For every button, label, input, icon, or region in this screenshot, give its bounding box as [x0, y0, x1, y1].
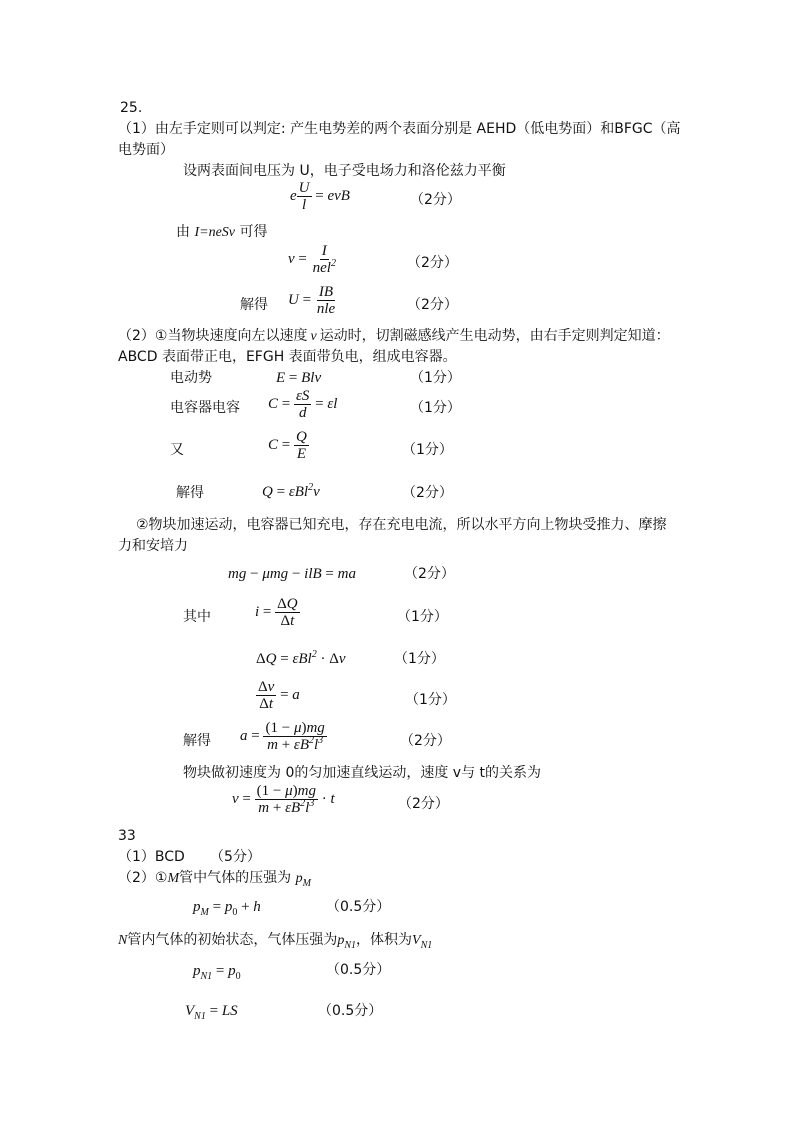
- obtain-label: 可得: [239, 224, 268, 240]
- tube-M-symbol: M: [167, 871, 180, 886]
- also-label: 又: [170, 442, 184, 458]
- question-25-label: 25.: [120, 100, 143, 116]
- eq-charge: Q = εBl$^2$v: [262, 482, 320, 500]
- part2-text: 管中气体的压强为: [179, 870, 292, 886]
- score: （2分）: [402, 485, 453, 501]
- eq-capacitance: C = $\frac{\varepsilon S}{d}$ = εl: [268, 388, 338, 421]
- solve-label: 解得: [240, 297, 268, 313]
- eq-current: i = $\frac{\Delta Q}{\Delta t}$: [255, 596, 298, 629]
- solve-label: 解得: [176, 485, 204, 501]
- eq-newton: mg − μmg − ilB = ma: [228, 566, 356, 582]
- score: （2分）: [404, 566, 455, 582]
- q25-part3-line2: 力和安培力: [118, 538, 188, 554]
- emf-label: 电动势: [170, 370, 212, 386]
- volume-subscript: N1: [420, 939, 433, 951]
- part2-text-b: 运动时，切割磁感线产生电动势，由右手定则判定知道：: [319, 328, 670, 344]
- eq-capacitance-def: C = $\frac{Q}{E}$: [268, 429, 307, 462]
- pressure-N1-symbol: [337, 933, 357, 951]
- q25-part2-line2: ABCD 表面带正电，EFGH 表面带负电，组成电容器。: [118, 349, 457, 365]
- score: （1分）: [410, 370, 461, 386]
- eq-pressure-N1: $p_{N1} = p_0$: [193, 963, 241, 982]
- score: （2分）: [407, 255, 458, 271]
- q25-assume-line: 设两表面间电压为 U，电子受电场力和洛伦兹力平衡: [183, 163, 506, 179]
- N-text-b: ，体积为: [356, 932, 413, 948]
- velocity-symbol: v: [310, 329, 317, 344]
- eq-pressure-M: $p_M = p_0 + h$: [193, 899, 261, 918]
- q33-N-line: [118, 930, 432, 951]
- volume-N1-symbol: [412, 933, 433, 951]
- question-33-label: 33: [118, 828, 136, 844]
- score: （1分）: [394, 651, 445, 667]
- score: （5分）: [210, 849, 261, 865]
- tube-N-symbol: N: [118, 933, 128, 948]
- pressure-subscript: M: [302, 877, 311, 889]
- eq-acceleration: a = $\frac{(1 - \mu)mg}{m + \varepsilon B^2l^3}$: [240, 720, 325, 753]
- volume-letter: V: [412, 933, 421, 948]
- pressure-subscript: N1: [344, 939, 357, 951]
- pressure-letter: p: [337, 933, 345, 948]
- eq-velocity-time: v = $\frac{(1 - \mu)mg}{m + \varepsilon B^2l^3}$ · t: [232, 783, 335, 816]
- eq-acceleration-def: $\frac{\Delta v}{\Delta t}$ = a: [258, 679, 300, 712]
- where-label: 其中: [183, 609, 211, 625]
- solve-label: 解得: [183, 733, 211, 749]
- pressure-M-symbol: [295, 871, 311, 889]
- score: （1分）: [402, 442, 453, 458]
- N-text-a: 管内气体的初始状态，气体压强为: [127, 932, 338, 948]
- eq-emf: E = Blv: [276, 370, 322, 386]
- eq-volume-N1: $V_{N1}$ = LS: [185, 1003, 238, 1022]
- motion-line: 物块做初速度为 0的匀加速直线运动，速度 v与 t的关系为: [183, 765, 542, 781]
- q25-part2-line1: [118, 326, 670, 347]
- by-label: 由: [176, 224, 190, 240]
- q25-part1-line2: 电势面）: [118, 142, 174, 158]
- q33-part2-line: [118, 868, 311, 889]
- score: （2分）: [410, 192, 461, 208]
- by-current-line: [176, 222, 267, 243]
- q25-part1-line1: （1）由左手定则可以判定: 产生电势差的两个表面分别是 AEHD（低电势面）和BFGC（高: [118, 121, 681, 137]
- eq-voltage: U = $\frac{IB}{\text{nle}}$: [288, 284, 336, 317]
- score: （2分）: [398, 796, 449, 812]
- score: （2分）: [400, 733, 451, 749]
- score: （1分）: [397, 609, 448, 625]
- score: （1分）: [405, 692, 456, 708]
- part2-prefix: （2）①: [118, 870, 168, 886]
- score: （0.5分）: [326, 962, 391, 978]
- capacitance-label: 电容器电容: [170, 400, 240, 416]
- pressure-letter: p: [295, 871, 303, 886]
- score: （2分）: [407, 297, 458, 313]
- q33-part1: （1）BCD: [118, 849, 185, 865]
- score: （0.5分）: [326, 899, 391, 915]
- part2-text-a: （2）①当物块速度向左以速度: [118, 328, 308, 344]
- q25-part3-line1: ②物块加速运动，电容器已知充电，存在充电电流，所以水平方向上物块受推力、摩擦: [136, 517, 667, 533]
- score: （1分）: [410, 400, 461, 416]
- eq-delta-q: ΔQ = εBl$^2$ · Δv: [256, 649, 346, 667]
- score: （0.5分）: [318, 1003, 383, 1019]
- eq-velocity: v = $\frac{I}{nel^2}$: [288, 243, 336, 276]
- current-formula: I=neSv: [194, 225, 235, 240]
- eq-force-balance: e $\frac{U}{l}$ = evB: [290, 180, 350, 213]
